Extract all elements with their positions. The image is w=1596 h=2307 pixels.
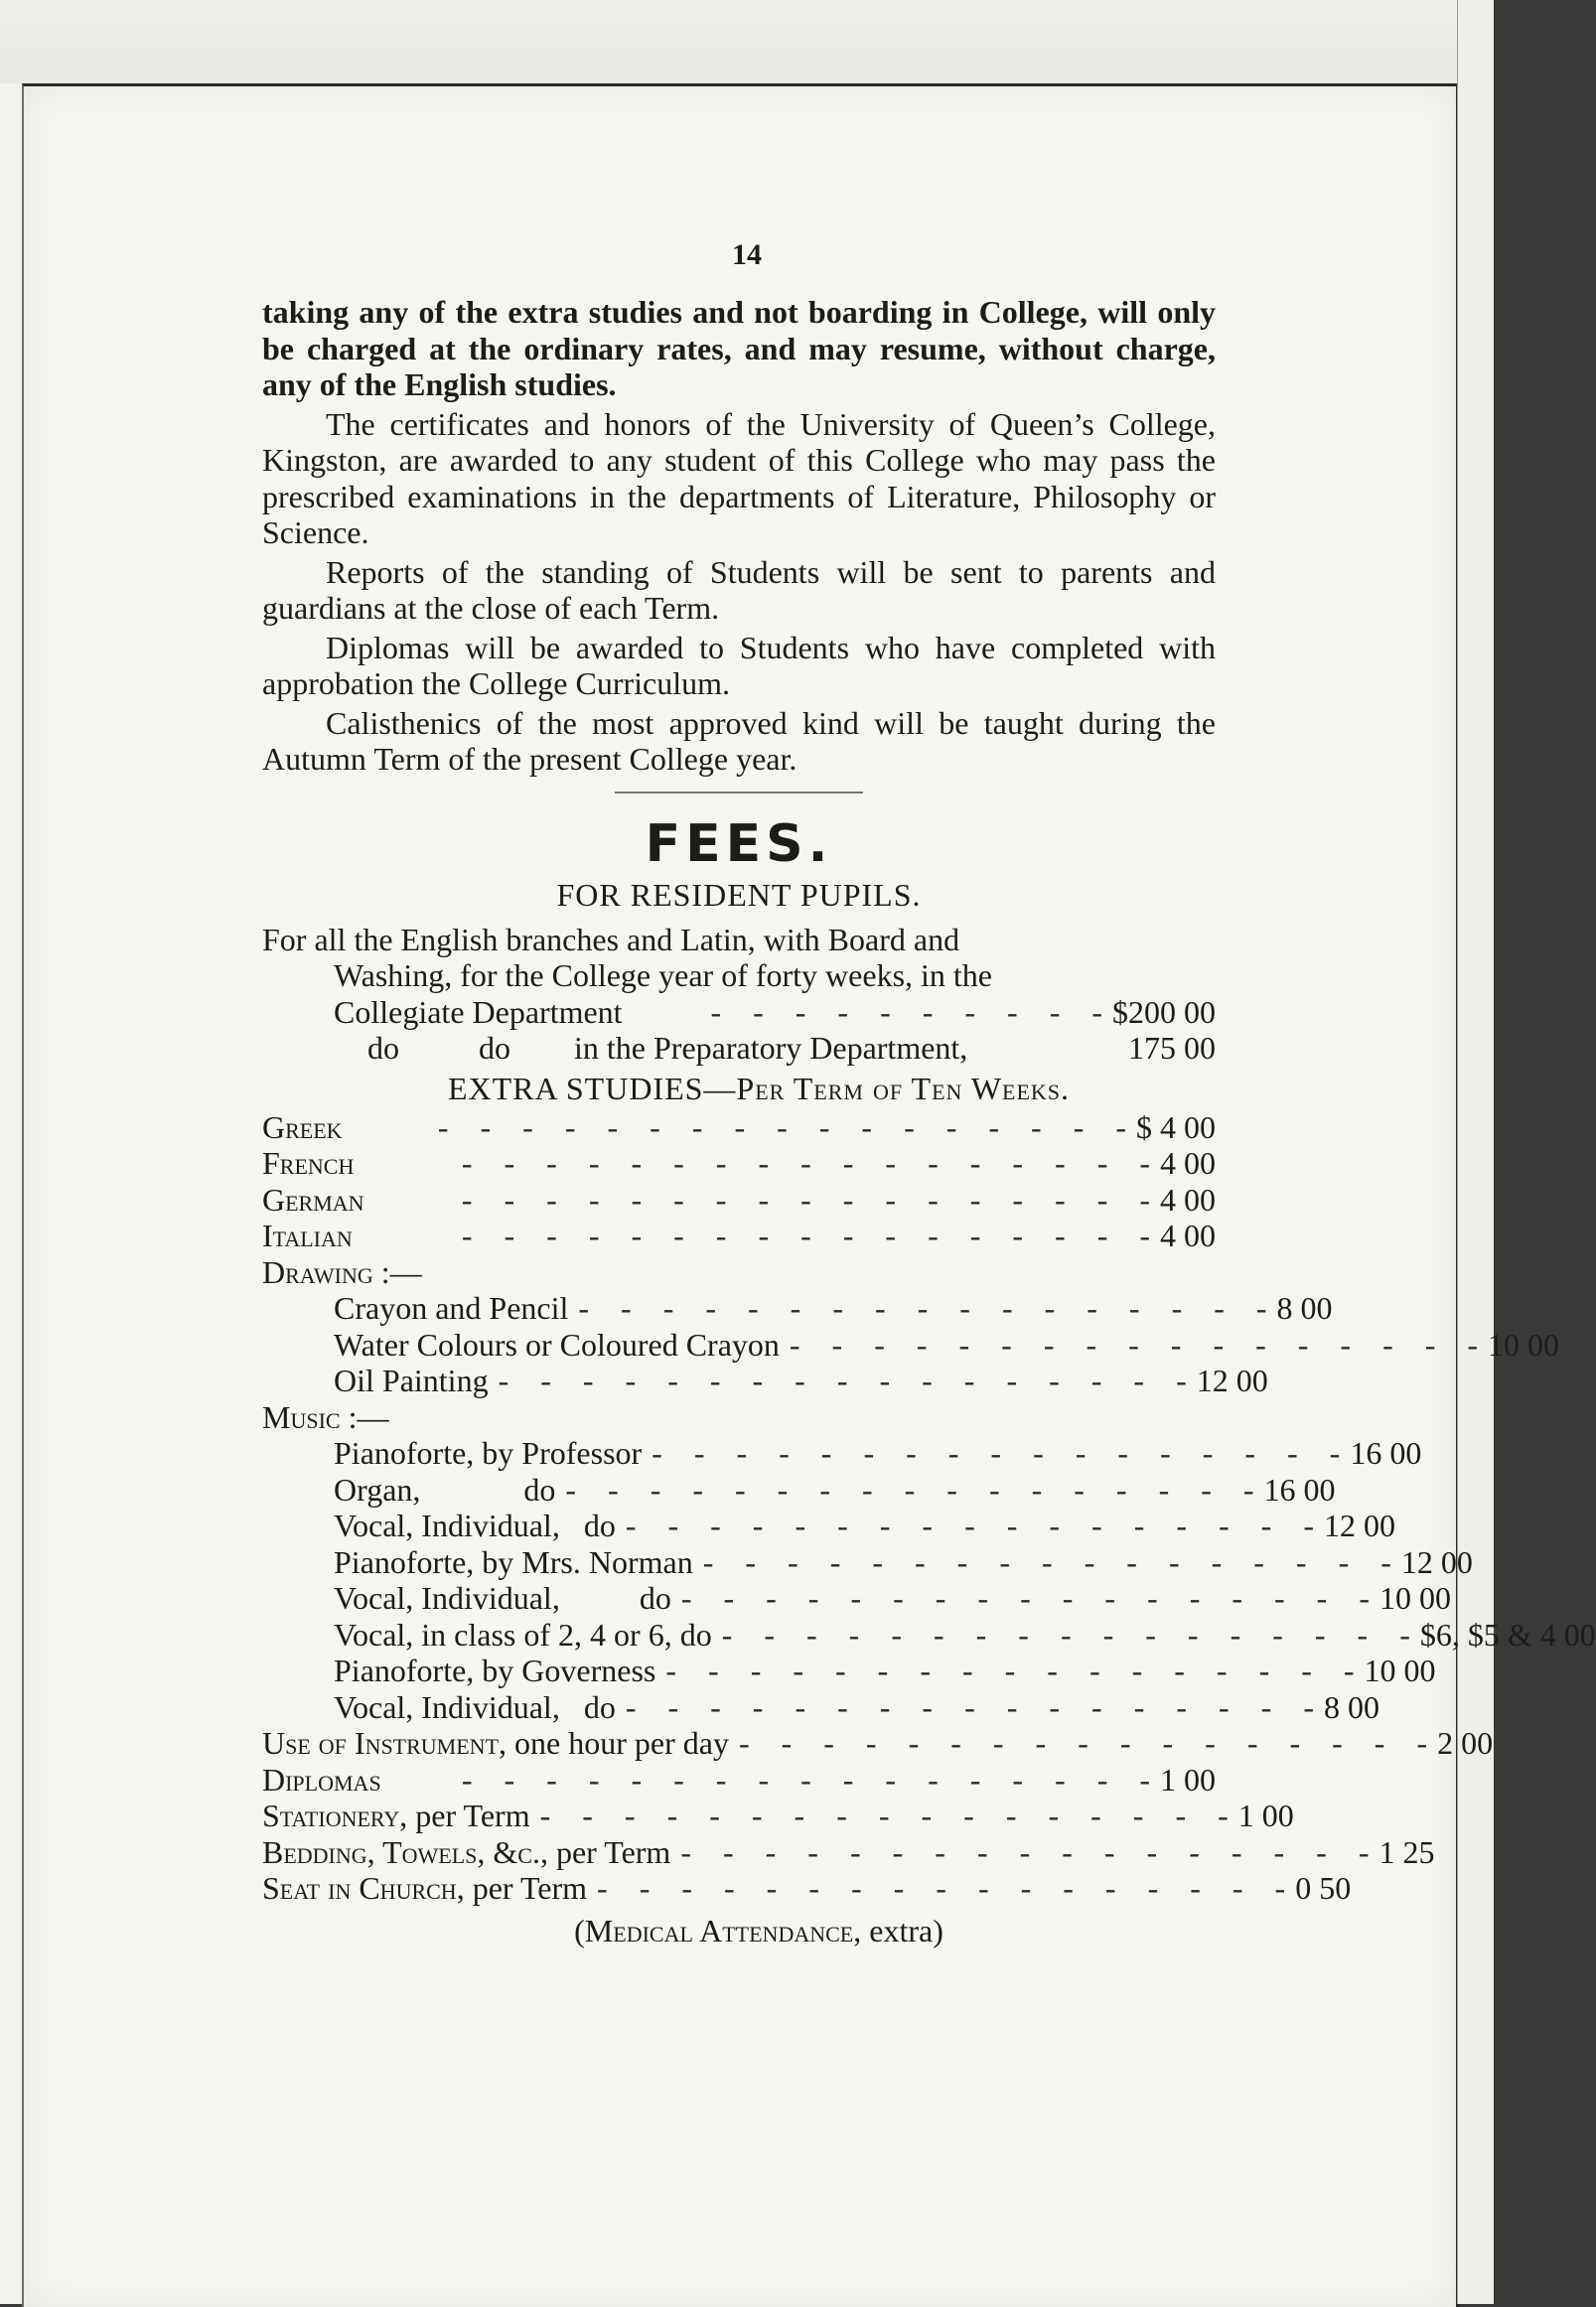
extra-heading-term: Per Term of Ten Weeks.	[736, 1070, 1071, 1106]
fee-label-text: Stationery	[262, 1798, 400, 1833]
fee-row	[262, 1580, 1451, 1617]
extra-studies-heading	[302, 1071, 1216, 1107]
leader-dots: - - - - - - - - - - - - - - - - -	[680, 1580, 1370, 1616]
leader-dots: - - - - - - - - - - - - - - - - -	[721, 1616, 1410, 1653]
leader-dots: - - - - - - - - - - - - - - - - -	[652, 1435, 1341, 1471]
paragraph-continued: taking any of the extra studies and not boarding in College, will only be charged at the ordinary rates, and may resume, without charge, any of the English studies.	[262, 294, 1216, 402]
fee-label-suffix: , one hour per day	[499, 1725, 729, 1761]
fee-amount: 10 00	[1364, 1653, 1436, 1688]
fee-label-text: Pianoforte, by Mrs. Norman	[334, 1543, 693, 1580]
fees-subtitle: FOR RESIDENT PUPILS.	[556, 876, 922, 913]
fee-label-text: Vocal, Individual, do	[334, 1508, 616, 1543]
fee-label	[334, 1653, 655, 1689]
leader-dots: - - - - - - - - - - - - - - - - -	[437, 1108, 1126, 1145]
leader-dots: - - - - - - - - - - - - - - - - -	[461, 1145, 1150, 1181]
fee-row	[262, 1798, 1294, 1834]
leader-dots: - - - - - - - - - - - - - - - - -	[738, 1725, 1428, 1761]
fee-row	[262, 1725, 1494, 1762]
paragraph-calisthenics: Calisthenics of the most approved kind will be taught during the Autumn Term of the present College year.	[262, 704, 1216, 777]
fee-label-text: French	[262, 1145, 355, 1181]
fee-row	[262, 1399, 1216, 1436]
fee-label	[262, 1218, 353, 1254]
section-divider	[615, 792, 863, 793]
fee-label-suffix: , per Term	[539, 1833, 671, 1870]
fee-amount: 16 00	[1350, 1435, 1422, 1471]
fee-row	[262, 1290, 1333, 1327]
leader-dots: - - - - - - - - - - - - - - - - -	[789, 1326, 1479, 1363]
extra-heading-main: EXTRA STUDIES—	[447, 1070, 737, 1106]
fee-row	[262, 1326, 1560, 1364]
paragraph-reports: Reports of the standing of Students will be sent to parents and guardians at the close of each Term.	[262, 553, 1216, 626]
collegiate-fee-row	[262, 994, 1216, 1031]
fee-label-text: Vocal, in class of 2, 4 or 6, do	[334, 1616, 712, 1653]
scan-right-margin	[1457, 0, 1494, 2304]
fee-amount: 0 50	[1295, 1870, 1352, 1906]
fee-row	[262, 1435, 1422, 1472]
fee-label	[262, 1145, 354, 1182]
leader-dots: - - - - - - - - - - - - - - - - -	[461, 1218, 1150, 1253]
fee-label-text: Pianoforte, by Governess	[334, 1653, 656, 1688]
board-line-2: Washing, for the College year of forty weeks, in the	[334, 957, 992, 993]
preparatory-label: do do in the Preparatory Department,	[367, 1030, 968, 1066]
fee-label-text: Organ, do	[334, 1471, 556, 1508]
fee-amount: 1 00	[1237, 1798, 1294, 1833]
leader-dots: - - - - - - - - - - - - - - - - -	[680, 1833, 1370, 1870]
fee-row	[262, 1688, 1379, 1726]
fee-label	[262, 1798, 530, 1834]
medical-suffix: , extra)	[853, 1912, 943, 1948]
fee-label	[262, 1182, 364, 1219]
fee-amount: 12 00	[1400, 1543, 1473, 1580]
fee-row	[262, 1145, 1216, 1182]
fee-amount: $6, $5 & 4 00	[1419, 1616, 1596, 1653]
fee-label-text: Italian	[262, 1218, 353, 1253]
fee-amount: 2 00	[1437, 1725, 1494, 1761]
fee-label	[334, 1544, 693, 1581]
collegiate-amount: $200 00	[1112, 993, 1216, 1030]
fee-label	[334, 1327, 780, 1364]
fee-row	[262, 1471, 1336, 1509]
fee-row	[262, 1508, 1395, 1544]
leader-dots: - - - - - - - - - - - - - - - - -	[461, 1761, 1150, 1798]
medical-note	[262, 1913, 1216, 1949]
fee-row	[262, 1762, 1216, 1799]
fee-label-text: Music :—	[262, 1398, 389, 1435]
fee-amount: 4 00	[1160, 1181, 1216, 1218]
fee-amount: 12 00	[1196, 1363, 1268, 1398]
fee-row	[262, 1363, 1268, 1399]
page-content	[262, 294, 1596, 1949]
fee-amount: 1 25	[1378, 1833, 1435, 1870]
fee-label-text: Vocal, Individual, do	[334, 1580, 671, 1616]
page-number: 14	[732, 238, 762, 271]
leader-dots: - - - - - - - - - - - - - - - - -	[461, 1181, 1150, 1218]
fee-row	[262, 1109, 1216, 1146]
leader-dots: - - - - - - - - - - - - - - - - -	[625, 1688, 1314, 1725]
fee-label	[262, 1762, 381, 1799]
fee-row	[262, 1870, 1352, 1907]
fee-row	[262, 1833, 1435, 1871]
fee-label	[334, 1617, 712, 1654]
fee-row	[262, 1653, 1436, 1689]
leader-dots: - - - - - - - - - - - - - - - - -	[498, 1363, 1187, 1398]
scan-top-margin	[0, 0, 1494, 83]
fee-row	[262, 1616, 1596, 1654]
fee-amount: 10 00	[1488, 1326, 1560, 1363]
fee-label	[334, 1472, 555, 1509]
fee-label-text: Seat in Church	[262, 1870, 457, 1906]
preparatory-fee-row	[262, 1030, 1216, 1067]
fee-label	[262, 1725, 729, 1762]
leader-dots: - - - - - - - - - - - - - - - - -	[702, 1543, 1391, 1580]
preparatory-amount: 175 00	[1128, 1030, 1216, 1066]
fee-row	[262, 1218, 1216, 1254]
fee-row	[262, 1254, 1216, 1291]
fee-row	[262, 1543, 1473, 1581]
fee-label-text: Greek	[262, 1108, 343, 1145]
fee-label-suffix: , per Term	[456, 1870, 588, 1906]
fee-label-text: Pianoforte, by Professor	[334, 1435, 643, 1471]
collegiate-label: Collegiate Department	[334, 993, 623, 1030]
fee-label-text: Diplomas	[262, 1761, 381, 1798]
fee-label-text: Crayon and Pencil	[334, 1290, 569, 1326]
fee-label-text: Use of Instrument	[262, 1725, 500, 1761]
medical-open-paren: (	[574, 1912, 585, 1948]
paragraph-certificates: The certificates and honors of the University of Queen’s College, Kingston, are awarded to any student of this College who may pass the prescribed examinations in the departments of Literature, Philosophy or Science.	[262, 405, 1216, 550]
fee-amount: 1 00	[1160, 1761, 1216, 1798]
fee-label	[262, 1109, 343, 1146]
fee-label	[262, 1870, 587, 1907]
leader-dots: - - - - - - - - - - - - - - - - -	[597, 1870, 1286, 1906]
leader-dots: - - - - - - - - - - - - - - - - -	[625, 1508, 1314, 1543]
fee-label	[262, 1399, 388, 1436]
fee-label-text: Oil Painting	[334, 1363, 489, 1398]
leader-dots: - - - - - - - - - -	[710, 993, 1102, 1030]
leader-dots: - - - - - - - - - - - - - - - - -	[565, 1471, 1254, 1508]
leader-dots: - - - - - - - - - - - - - - - - -	[539, 1798, 1229, 1833]
fee-label	[262, 1834, 670, 1871]
paragraph-diplomas: Diplomas will be awarded to Students who have completed with approbation the College Curriculum.	[262, 629, 1216, 701]
leader-dots: - - - - - - - - - - - - - - - - -	[578, 1290, 1267, 1326]
fee-label	[334, 1508, 616, 1544]
fee-amount: 12 00	[1323, 1508, 1395, 1543]
fee-label	[334, 1290, 568, 1327]
fee-amount: 8 00	[1323, 1688, 1379, 1725]
fee-amount: 4 00	[1160, 1218, 1216, 1253]
fee-label-text: German	[262, 1181, 364, 1218]
fee-amount: 10 00	[1378, 1580, 1451, 1616]
fee-label	[334, 1363, 489, 1399]
fee-label	[334, 1435, 642, 1472]
fee-amount: 16 00	[1263, 1471, 1336, 1508]
fee-items-list	[262, 1108, 1596, 1907]
fee-amount: $ 4 00	[1136, 1108, 1216, 1145]
fee-label	[334, 1689, 616, 1726]
fee-label-suffix: , per Term	[399, 1798, 530, 1833]
leader-dots: - - - - - - - - - - - - - - - - -	[665, 1653, 1355, 1688]
fee-amount: 8 00	[1276, 1290, 1333, 1326]
board-line-1: For all the English branches and Latin, with Board and	[262, 921, 960, 957]
fee-label	[262, 1254, 422, 1291]
fee-label-text: Vocal, Individual, do	[334, 1688, 616, 1725]
fee-amount: 4 00	[1160, 1145, 1216, 1181]
fee-row	[262, 1182, 1216, 1219]
fee-label-text: Drawing :—	[262, 1253, 422, 1290]
medical-label: Medical Attendance	[584, 1912, 854, 1948]
fee-label	[334, 1580, 671, 1617]
fee-label-text: Bedding, Towels, &c.	[262, 1833, 540, 1870]
fee-label-text: Water Colours or Coloured Crayon	[334, 1326, 780, 1363]
fees-title: FEES.	[645, 813, 833, 874]
